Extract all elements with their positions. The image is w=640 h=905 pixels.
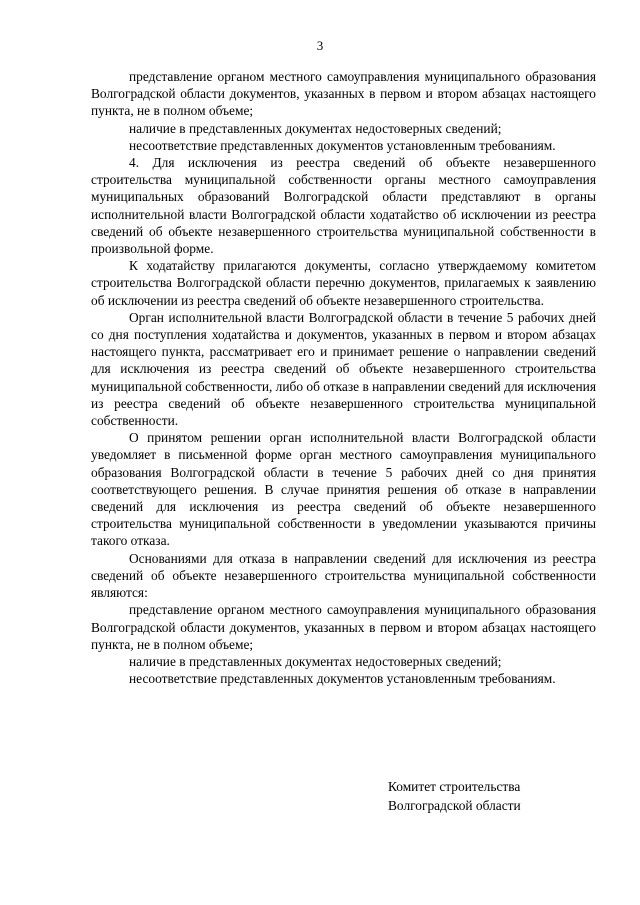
paragraph: несоответствие представленных документов установленным требованиям. xyxy=(129,671,556,687)
document-body xyxy=(91,68,596,687)
signature-line-1: Комитет строительства xyxy=(388,779,521,794)
paragraph: наличие в представленных документах недостоверных сведений; xyxy=(129,120,502,136)
paragraph: представление органом местного самоуправления муниципального образования Волгоградской области документов, указанных в первом и втором абзацах настоящего пункта, не в полном объеме; xyxy=(91,69,596,119)
paragraph: К ходатайству прилагаются документы, согласно утверждаемому комитетом строительства Волгоградской области перечню документов, прилагаемых к заявлению об исключении из реестра сведений об объекте незавершенного строительства. xyxy=(91,258,596,308)
signature-block xyxy=(388,777,588,815)
paragraph: несоответствие представленных документов установленным требованиям. xyxy=(129,137,556,153)
paragraph: О принятом решении орган исполнительной власти Волгоградской области уведомляет в письменной форме орган местного самоуправления муниципального образования Волгоградской области в течение 5 рабочих дней со дня принятия соответствующего решения. В случае принятия решения об отказе в направлении сведений для исключения из реестра сведений об объекте незавершенного строительства муниципальной собственности в уведомлении указываются причины такого отказа. xyxy=(91,430,596,549)
paragraph: представление органом местного самоуправления муниципального образования Волгоградской области документов, указанных в первом и втором абзацах настоящего пункта, не в полном объеме; xyxy=(91,602,596,652)
paragraph: Орган исполнительной власти Волгоградской области в течение 5 рабочих дней со дня поступления ходатайства и документов, указанных в первом и втором абзацах настоящего пункта, рассматривает его и принимает решение о направлении сведений для исключения из реестра сведений об объекте незавершенного строительства муниципальной собственности, либо об отказе в направлении сведений для исключения из реестра сведений об объекте незавершенного строительства муниципальной собственности. xyxy=(91,309,596,429)
paragraph: 4. Для исключения из реестра сведений об объекте незавершенного строительства муниципальной собственности органы местного самоуправления муниципальных образований Волгоградской области представляют в органы исполнительной власти Волгоградской области ходатайство об исключении из реестра сведений об объекте незавершенного строительства муниципальной собственности в произвольной форме. xyxy=(91,155,596,257)
signature-line-2: Волгоградской области xyxy=(388,798,521,813)
page-number: 3 xyxy=(316,38,324,53)
paragraph: Основаниями для отказа в направлении сведений для исключения из реестра сведений об объекте незавершенного строительства муниципальной собственности являются: xyxy=(91,550,596,601)
paragraph: наличие в представленных документах недостоверных сведений; xyxy=(129,653,502,669)
